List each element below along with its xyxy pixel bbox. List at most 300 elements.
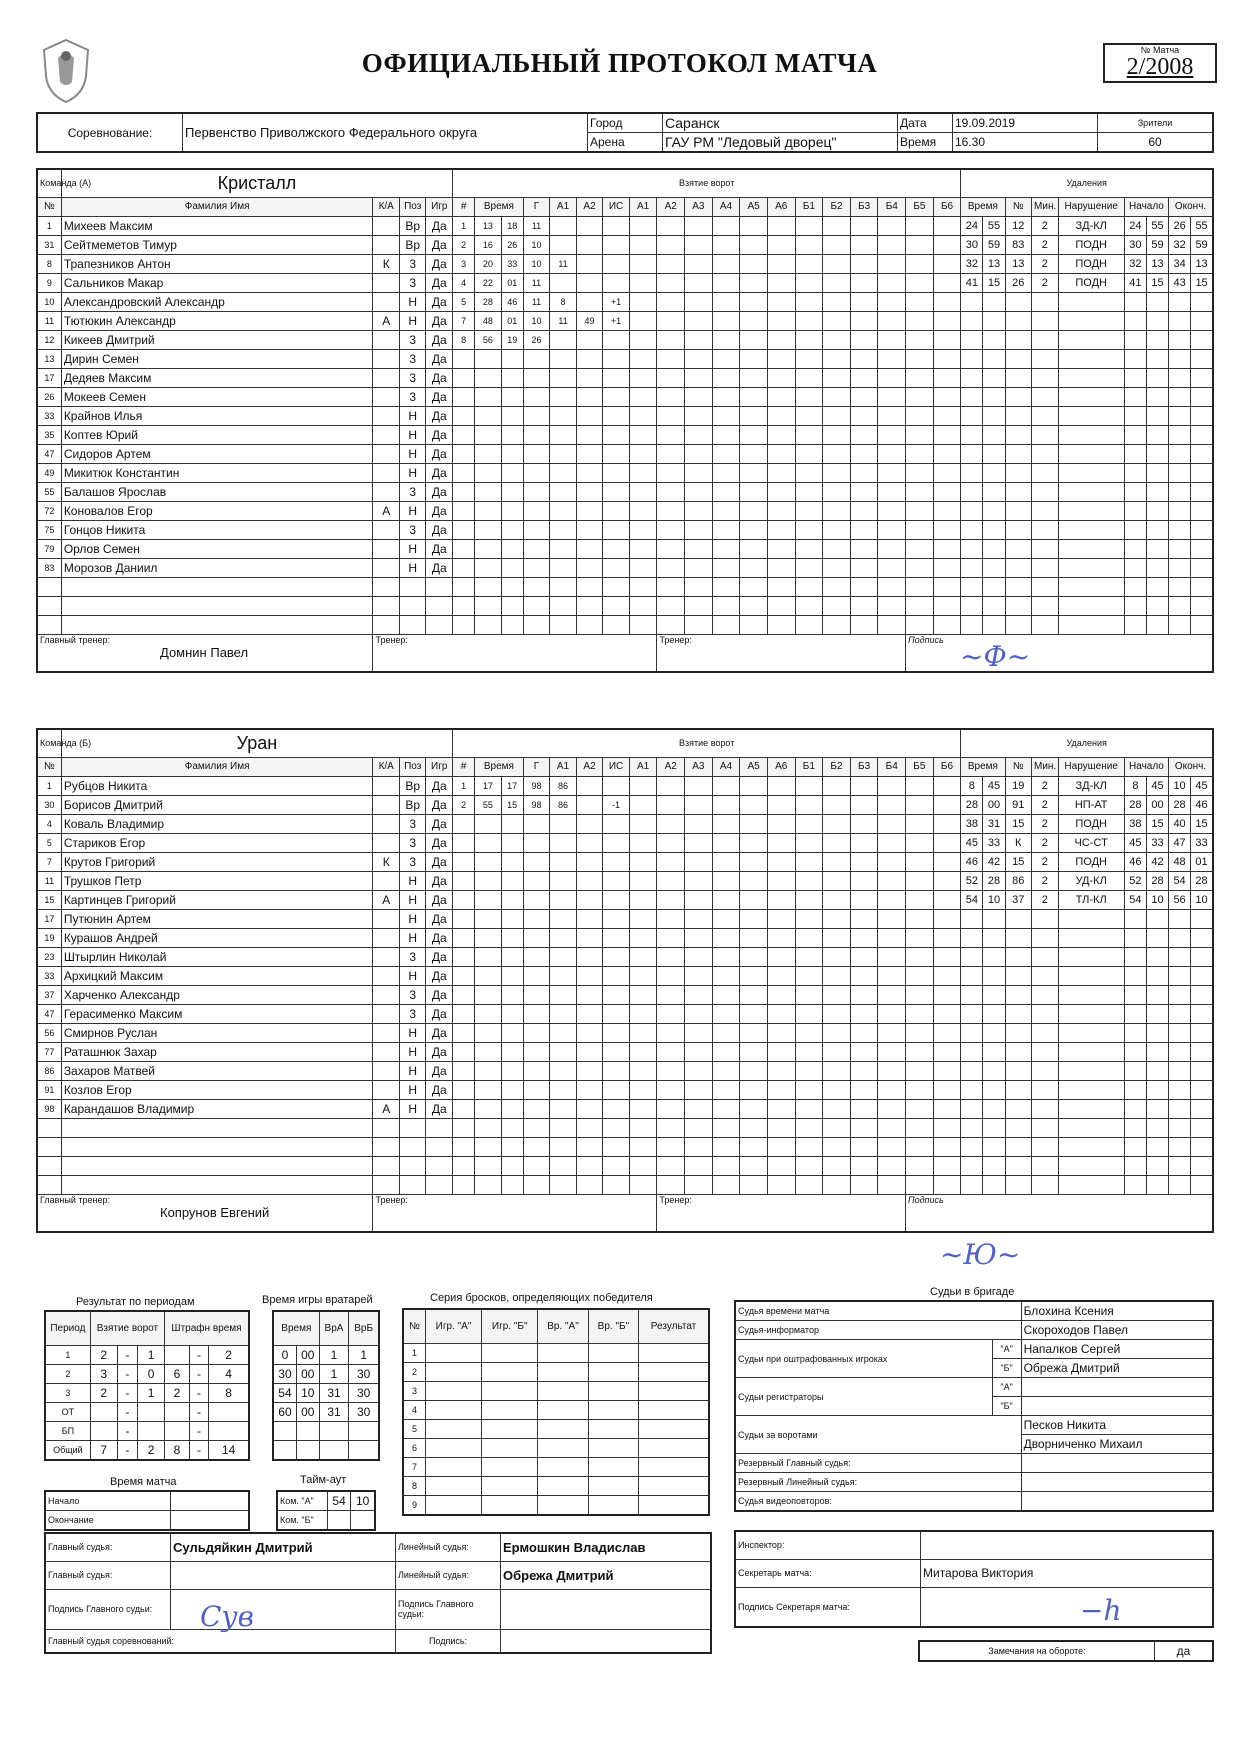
goal-a2 <box>576 615 603 634</box>
table-row <box>37 852 1213 871</box>
shootout-table <box>402 1308 710 1516</box>
col-line-9: Б4 <box>878 757 906 776</box>
line-cell <box>933 852 961 871</box>
shootout-row-num: 3 <box>403 1381 425 1400</box>
line-cell <box>685 577 713 596</box>
period-goals-b <box>138 1421 165 1440</box>
line-cell <box>657 966 685 985</box>
player-name: Герасименко Максим <box>61 1004 373 1023</box>
arena-label: Арена <box>588 133 663 153</box>
line-cell <box>657 406 685 425</box>
line-cell <box>657 795 685 814</box>
col-line-10: Б5 <box>906 757 934 776</box>
line-cell <box>823 330 851 349</box>
player-ka <box>373 928 400 947</box>
empty-cell <box>399 577 426 596</box>
main-ref-label-2: Главный судья: <box>45 1561 171 1589</box>
player-play: Да <box>426 928 453 947</box>
player-pos: Вр <box>399 235 426 254</box>
penalty-s <box>983 928 1005 947</box>
line-cell <box>878 273 906 292</box>
table-row <box>37 273 1213 292</box>
line-cell <box>767 596 795 615</box>
player-ka <box>373 520 400 539</box>
empty-cell <box>399 1156 426 1175</box>
penalty-em: 43 <box>1169 273 1191 292</box>
line-cell <box>740 406 768 425</box>
goal-m <box>475 368 502 387</box>
penalty-sm <box>1124 577 1146 596</box>
line-cell <box>823 558 851 577</box>
penalty-es <box>1191 425 1213 444</box>
competition-label: Соревнование: <box>37 113 183 152</box>
dash: - <box>189 1383 208 1402</box>
penalty-es <box>1191 615 1213 634</box>
penalty-sm <box>1124 406 1146 425</box>
player-name: Балашов Ярослав <box>61 482 373 501</box>
line-cell <box>850 425 878 444</box>
penalty-sm <box>1124 1175 1146 1194</box>
penalty-s <box>983 966 1005 985</box>
line-cell <box>823 776 851 795</box>
shootout-cell <box>482 1419 538 1438</box>
goal-g: 10 <box>523 254 550 273</box>
line-cell <box>767 1061 795 1080</box>
penalty-s <box>983 909 1005 928</box>
period-goals-b: 0 <box>138 1364 165 1383</box>
goal-g <box>523 1099 550 1118</box>
table-row <box>45 1364 249 1383</box>
line-cell <box>629 368 657 387</box>
goal-is <box>603 928 630 947</box>
line-cell <box>767 814 795 833</box>
line-cell <box>795 909 823 928</box>
penalty-ss <box>1146 1080 1168 1099</box>
line-cell <box>685 311 713 330</box>
penalty-min <box>1032 444 1059 463</box>
line-cell <box>657 273 685 292</box>
penalty-em <box>1169 577 1191 596</box>
penalty-es <box>1191 1099 1213 1118</box>
penalty-no <box>1005 311 1032 330</box>
penalty-ss: 45 <box>1146 776 1168 795</box>
penalty-min <box>1032 966 1059 985</box>
shootout-cell <box>538 1438 588 1457</box>
line-cell <box>685 776 713 795</box>
goal-g: 10 <box>523 311 550 330</box>
goal-a2 <box>576 349 603 368</box>
penalty-m: 52 <box>961 871 983 890</box>
penalty-v <box>1058 615 1124 634</box>
penalty-m: 24 <box>961 216 983 235</box>
penalty-em <box>1169 1099 1191 1118</box>
penalty-ss <box>1146 596 1168 615</box>
line-cell <box>795 795 823 814</box>
timeout-a-label: Ком. "А" <box>277 1491 327 1511</box>
line-cell <box>823 501 851 520</box>
match-time-title: Время матча <box>110 1476 177 1488</box>
player-number: 23 <box>37 947 61 966</box>
shootout-cell <box>588 1343 638 1362</box>
goal-is <box>603 1156 630 1175</box>
player-ka <box>373 558 400 577</box>
col-line-11: Б6 <box>933 197 961 216</box>
penalty-min <box>1032 463 1059 482</box>
goal-n: 2 <box>453 235 475 254</box>
line-cell <box>685 1061 713 1080</box>
goalie-b: 1 <box>349 1345 379 1364</box>
player-name: Крутов Григорий <box>61 852 373 871</box>
line-cell <box>933 1061 961 1080</box>
line-cell <box>850 1042 878 1061</box>
penalty-ss <box>1146 1061 1168 1080</box>
line-cell <box>712 1080 740 1099</box>
table-row <box>37 292 1213 311</box>
coach-label-1: Тренер: <box>373 1194 657 1232</box>
goal-a2 <box>576 444 603 463</box>
empty-cell <box>399 1137 426 1156</box>
line-cell <box>878 1042 906 1061</box>
goal-g <box>523 928 550 947</box>
penalty-v <box>1058 349 1124 368</box>
goal-g <box>523 539 550 558</box>
penalty-m <box>961 1080 983 1099</box>
penalty-v <box>1058 501 1124 520</box>
player-pos: Н <box>399 909 426 928</box>
penalty-sm <box>1124 1080 1146 1099</box>
line-cell <box>906 482 934 501</box>
line-cell <box>850 520 878 539</box>
line-cell <box>767 482 795 501</box>
line-cell <box>878 387 906 406</box>
penalty-no <box>1005 292 1032 311</box>
goal-m <box>475 387 502 406</box>
penalty-m <box>961 1099 983 1118</box>
line-cell <box>850 330 878 349</box>
goal-g <box>523 520 550 539</box>
goal-a1 <box>550 387 577 406</box>
line-cell <box>767 1023 795 1042</box>
goal-m <box>475 890 502 909</box>
penalty-s <box>983 1118 1005 1137</box>
secretary-label: Секретарь матча: <box>735 1559 921 1587</box>
line-cell <box>657 292 685 311</box>
line-cell <box>629 482 657 501</box>
penalty-no <box>1005 406 1032 425</box>
penalty-v <box>1058 1099 1124 1118</box>
penalty-es: 46 <box>1191 795 1213 814</box>
line-cell <box>878 330 906 349</box>
goal-m <box>475 966 502 985</box>
goalie-m: 54 <box>273 1383 296 1402</box>
col-a2: А2 <box>576 197 603 216</box>
penalty-min <box>1032 368 1059 387</box>
empty-cell <box>399 596 426 615</box>
player-pos: Н <box>399 558 426 577</box>
penalty-es: 15 <box>1191 814 1213 833</box>
col-line-2: А3 <box>685 197 713 216</box>
penalties-header: Удаления <box>961 169 1213 197</box>
penalty-min: 2 <box>1032 814 1059 833</box>
goal-g <box>523 444 550 463</box>
penalty-es <box>1191 1137 1213 1156</box>
shootout-cell <box>588 1400 638 1419</box>
shootout-cell <box>482 1495 538 1515</box>
line-cell <box>657 577 685 596</box>
penalty-no: 37 <box>1005 890 1032 909</box>
line-cell <box>850 1004 878 1023</box>
penalty-m: 41 <box>961 273 983 292</box>
penalty-em: 32 <box>1169 235 1191 254</box>
goal-m <box>475 1061 502 1080</box>
empty-cell <box>37 1156 61 1175</box>
empty-cell <box>61 596 373 615</box>
line-cell <box>740 1042 768 1061</box>
col-line-9: Б4 <box>878 197 906 216</box>
line-cell <box>795 425 823 444</box>
player-pos: Н <box>399 425 426 444</box>
line-cell <box>906 368 934 387</box>
sign-label: Подпись: <box>396 1629 501 1653</box>
goal-g <box>523 501 550 520</box>
player-ka <box>373 795 400 814</box>
line-cell <box>629 1137 657 1156</box>
goal-m <box>475 852 502 871</box>
goal-m <box>475 482 502 501</box>
line-cell <box>712 1137 740 1156</box>
col-pos: Поз <box>399 197 426 216</box>
penalty-v <box>1058 444 1124 463</box>
penalty-sm <box>1124 482 1146 501</box>
player-number: 10 <box>37 292 61 311</box>
shootout-cell <box>538 1476 588 1495</box>
main-ref-label-1: Главный судья: <box>45 1533 171 1561</box>
goal-n <box>453 1118 475 1137</box>
player-play: Да <box>426 1099 453 1118</box>
penalty-s <box>983 947 1005 966</box>
penalty-ss <box>1146 311 1168 330</box>
line-cell <box>906 1137 934 1156</box>
goal-s <box>501 463 523 482</box>
penalty-min <box>1032 387 1059 406</box>
player-ka <box>373 482 400 501</box>
shootout-title: Серия бросков, определяющих победителя <box>430 1292 653 1304</box>
line-cell <box>823 1137 851 1156</box>
line-cell <box>795 577 823 596</box>
goal-n <box>453 871 475 890</box>
line-cell <box>629 1156 657 1175</box>
penalty-ss <box>1146 463 1168 482</box>
line-cell <box>906 871 934 890</box>
player-name: Гонцов Никита <box>61 520 373 539</box>
penalty-v <box>1058 311 1124 330</box>
line-cell <box>823 871 851 890</box>
line-cell <box>740 292 768 311</box>
period-goals-a <box>90 1421 117 1440</box>
player-name: Кикеев Дмитрий <box>61 330 373 349</box>
player-name: Козлов Егор <box>61 1080 373 1099</box>
match-number-box <box>1103 43 1217 83</box>
line-cell <box>740 520 768 539</box>
line-cell <box>795 985 823 1004</box>
player-number: 19 <box>37 928 61 947</box>
line-cell <box>906 425 934 444</box>
table-row <box>45 1345 249 1364</box>
penalty-v <box>1058 1042 1124 1061</box>
line-cell <box>657 425 685 444</box>
line-cell <box>767 254 795 273</box>
line-cell <box>712 1099 740 1118</box>
line-cell <box>850 1023 878 1042</box>
line-cell <box>767 539 795 558</box>
player-name: Борисов Дмитрий <box>61 795 373 814</box>
goal-n: 2 <box>453 795 475 814</box>
player-play: Да <box>426 852 453 871</box>
shootout-row-num: 2 <box>403 1362 425 1381</box>
line-cell <box>629 311 657 330</box>
line-cell <box>712 235 740 254</box>
col-pen_end: Оконч. <box>1169 757 1213 776</box>
goal-m <box>475 425 502 444</box>
goal-is: +1 <box>603 292 630 311</box>
penalty-es <box>1191 406 1213 425</box>
registrar-b <box>1021 1397 1213 1416</box>
line-cell <box>712 216 740 235</box>
line-cell <box>795 216 823 235</box>
line-cell <box>850 577 878 596</box>
penalty-a-tag: "А" <box>992 1340 1021 1359</box>
line-cell <box>629 406 657 425</box>
line-cell <box>906 216 934 235</box>
empty-cell <box>61 615 373 634</box>
line-cell <box>740 928 768 947</box>
goal-a1 <box>550 577 577 596</box>
line-cell <box>629 292 657 311</box>
penalty-sm: 24 <box>1124 216 1146 235</box>
goal-g <box>523 1023 550 1042</box>
goal-g <box>523 833 550 852</box>
line-cell <box>685 1080 713 1099</box>
player-pos: Н <box>399 928 426 947</box>
table-row <box>37 501 1213 520</box>
goal-is <box>603 852 630 871</box>
table-row <box>37 311 1213 330</box>
penalty-m <box>961 615 983 634</box>
line-cell <box>767 558 795 577</box>
goal-g <box>523 1175 550 1194</box>
penalty-em <box>1169 1023 1191 1042</box>
line-cell <box>933 966 961 985</box>
line-cell <box>657 520 685 539</box>
line-cell <box>767 311 795 330</box>
line-cell <box>795 1061 823 1080</box>
goal-s: 18 <box>501 216 523 235</box>
table-row <box>37 349 1213 368</box>
player-name: Сальников Макар <box>61 273 373 292</box>
line-cell <box>767 1080 795 1099</box>
line-cell <box>823 539 851 558</box>
shootout-cell <box>482 1438 538 1457</box>
line-cell <box>906 1061 934 1080</box>
line-cell <box>767 871 795 890</box>
goal-n <box>453 890 475 909</box>
reserve-main <box>1021 1454 1213 1473</box>
penalty-no <box>1005 596 1032 615</box>
line-cell <box>657 254 685 273</box>
player-number: 55 <box>37 482 61 501</box>
penalty-v <box>1058 966 1124 985</box>
line-cell <box>795 1023 823 1042</box>
line-cell <box>712 368 740 387</box>
line-cell <box>712 444 740 463</box>
line-cell <box>823 795 851 814</box>
line-cell <box>906 520 934 539</box>
shootout-row-num: 7 <box>403 1457 425 1476</box>
player-name: Раташнюк Захар <box>61 1042 373 1061</box>
penalty-no <box>1005 1023 1032 1042</box>
player-pos: Н <box>399 444 426 463</box>
shootout-row-num: 6 <box>403 1438 425 1457</box>
line-cell <box>878 596 906 615</box>
line-cell <box>933 776 961 795</box>
penalty-min <box>1032 558 1059 577</box>
player-ka <box>373 444 400 463</box>
coach-label-1: Тренер: <box>373 634 657 672</box>
line-cell <box>906 1175 934 1194</box>
shootout-cell <box>425 1495 481 1515</box>
penalty-ss: 15 <box>1146 273 1168 292</box>
goal-n <box>453 1061 475 1080</box>
penalty-ss <box>1146 1023 1168 1042</box>
table-row <box>37 795 1213 814</box>
dash: - <box>189 1440 208 1460</box>
penalty-em <box>1169 330 1191 349</box>
penalty-s <box>983 558 1005 577</box>
penalty-no <box>1005 577 1032 596</box>
line-cell <box>740 985 768 1004</box>
goal-n <box>453 814 475 833</box>
goal-s <box>501 368 523 387</box>
goal-a2 <box>576 1099 603 1118</box>
head-coach: Копрунов Евгений <box>160 1204 270 1220</box>
goal-a1: 86 <box>550 776 577 795</box>
penalty-sm: 8 <box>1124 776 1146 795</box>
penalty-em: 56 <box>1169 890 1191 909</box>
col-pen_no: № <box>1005 197 1032 216</box>
line-cell <box>657 1023 685 1042</box>
table-row <box>37 1118 1213 1137</box>
line-cell <box>657 216 685 235</box>
goal-n <box>453 577 475 596</box>
registrar-a <box>1021 1378 1213 1397</box>
line-cell <box>850 501 878 520</box>
team-a-section <box>36 168 1214 673</box>
goal-g <box>523 1042 550 1061</box>
penalty-v <box>1058 1137 1124 1156</box>
line-cell <box>795 406 823 425</box>
goal-g: 11 <box>523 273 550 292</box>
penalty-v <box>1058 1061 1124 1080</box>
goal-m <box>475 1137 502 1156</box>
player-name: Захаров Матвей <box>61 1061 373 1080</box>
player-number: 77 <box>37 1042 61 1061</box>
penalty-s: 15 <box>983 273 1005 292</box>
player-play: Да <box>426 871 453 890</box>
goal-a2 <box>576 463 603 482</box>
line-cell <box>933 425 961 444</box>
penalty-es <box>1191 1118 1213 1137</box>
player-pos: Н <box>399 292 426 311</box>
